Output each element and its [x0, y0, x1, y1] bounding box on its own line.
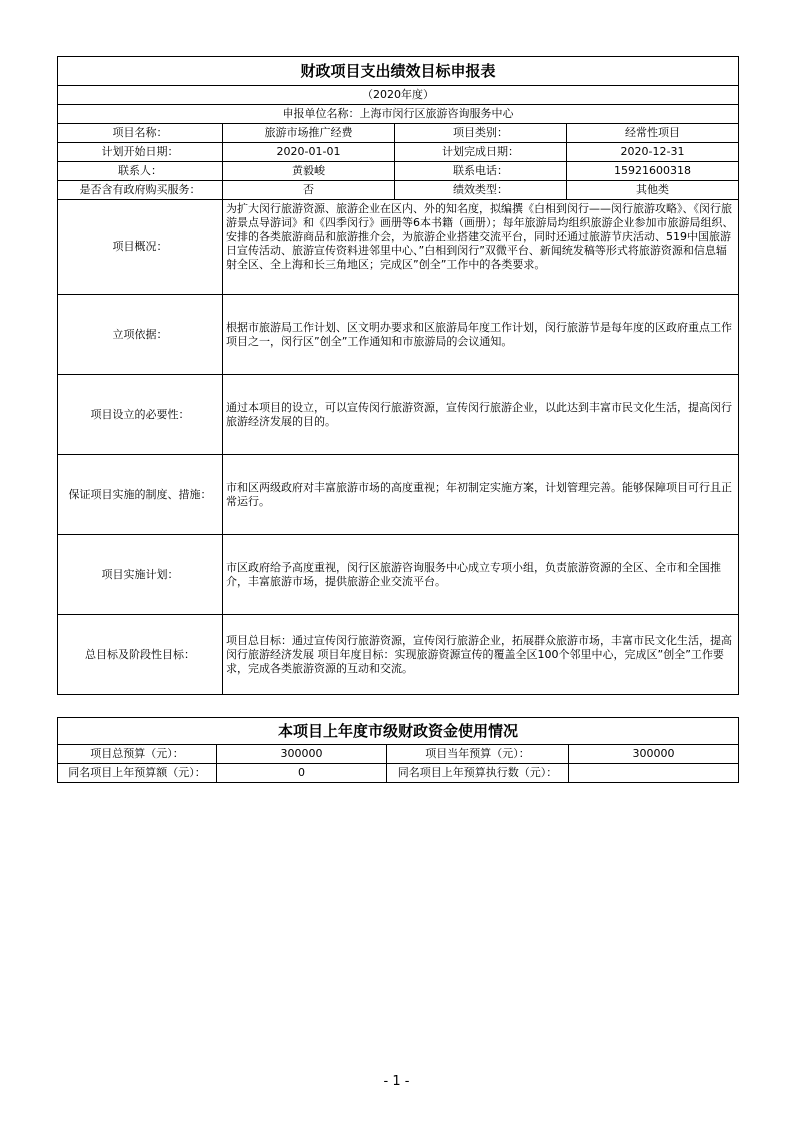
section-label: 项目概况：: [58, 200, 223, 295]
end-date-label: 计划完成日期：: [395, 143, 567, 162]
form-year: （2020年度）: [58, 86, 739, 105]
section-label: 总目标及阶段性目标：: [58, 615, 223, 695]
start-date-value: 2020-01-01: [223, 143, 395, 162]
section-label: 项目设立的必要性：: [58, 375, 223, 455]
section-text: 市和区两级政府对丰富旅游市场的高度重视；年初制定实施方案，计划管理完善。能够保障项目可行且正常运行。: [223, 455, 739, 535]
gov-purchase-label: 是否含有政府购买服务：: [58, 181, 223, 200]
form-title: 财政项目支出绩效目标申报表: [58, 57, 739, 86]
section-label: 立项依据：: [58, 295, 223, 375]
contact-value: 黄毅峻: [223, 162, 395, 181]
section-necessity: [58, 375, 739, 455]
start-date-label: 计划开始日期：: [58, 143, 223, 162]
prior-year-funds-table: [57, 717, 739, 783]
prev-exec-label: 同名项目上年预算执行数（元）：: [387, 764, 569, 783]
project-category-label: 项目类别：: [395, 124, 567, 143]
total-budget-label: 项目总预算（元）：: [58, 745, 217, 764]
section-label: 项目实施计划：: [58, 535, 223, 615]
current-budget-label: 项目当年预算（元）：: [387, 745, 569, 764]
row-contact: [58, 162, 739, 181]
project-name-value: 旅游市场推广经费: [223, 124, 395, 143]
perf-type-value: 其他类: [567, 181, 739, 200]
gov-purchase-value: 否: [223, 181, 395, 200]
project-name-label: 项目名称：: [58, 124, 223, 143]
section-text: 为扩大闵行旅游资源、旅游企业在区内、外的知名度，拟编撰《白相到闵行——闵行旅游攻略》、《闵行旅游景点导游词》和《四季闵行》画册等6本书籍（画册）；每年旅游局均组织旅游企业参加市旅游局组织、安排的各类旅游商品和旅游推介会，为旅游企业搭建交流平台，同时还通过旅游节庆活动、519中国旅游日宣传活动、旅游宣传资料进邻里中心、”白相到闵行”双微平台、新闻统发稿等形式将旅游资源和信息辐射全区、全上海和长三角地区；完成区”创全”工作中的各类要求。: [223, 200, 739, 295]
prev-exec-value: [569, 764, 739, 783]
section-text: 根据市旅游局工作计划、区文明办要求和区旅游局年度工作计划，闵行旅游节是每年度的区政府重点工作项目之一，闵行区”创全”工作通知和市旅游局的会议通知。: [223, 295, 739, 375]
section-measures: [58, 455, 739, 535]
page-number: - 1 -: [383, 1074, 410, 1089]
section-overview: [58, 200, 739, 295]
section-label: 保证项目实施的制度、措施：: [58, 455, 223, 535]
phone-label: 联系电话：: [395, 162, 567, 181]
row-project-name: [58, 124, 739, 143]
section-goals: [58, 615, 739, 695]
row-gov-purchase: [58, 181, 739, 200]
total-budget-value: 300000: [217, 745, 387, 764]
current-budget-value: 300000: [569, 745, 739, 764]
row-prev-budget: [58, 764, 739, 783]
performance-target-form: [57, 56, 739, 695]
prior-title: 本项目上年度市级财政资金使用情况: [58, 718, 739, 745]
contact-label: 联系人：: [58, 162, 223, 181]
end-date-value: 2020-12-31: [567, 143, 739, 162]
prev-budget-value: 0: [217, 764, 387, 783]
section-basis: [58, 295, 739, 375]
row-budget: [58, 745, 739, 764]
applicant-unit: 申报单位名称：上海市闵行区旅游咨询服务中心: [58, 105, 739, 124]
prev-budget-label: 同名项目上年预算额（元）：: [58, 764, 217, 783]
perf-type-label: 绩效类型：: [395, 181, 567, 200]
row-dates: [58, 143, 739, 162]
project-category-value: 经常性项目: [567, 124, 739, 143]
section-plan: [58, 535, 739, 615]
phone-value: 15921600318: [567, 162, 739, 181]
section-text: 项目总目标：通过宣传闵行旅游资源，宣传闵行旅游企业，拓展群众旅游市场，丰富市民文化生活，提高闵行旅游经济发展 项目年度目标：实现旅游资源宣传的覆盖全区100个邻里中心，完成区”创全”工作要求，完成各类旅游资源的互动和交流。: [223, 615, 739, 695]
section-text: 市区政府给予高度重视，闵行区旅游咨询服务中心成立专项小组，负责旅游资源的全区、全市和全国推介，丰富旅游市场，提供旅游企业交流平台。: [223, 535, 739, 615]
section-text: 通过本项目的设立，可以宣传闵行旅游资源，宣传闵行旅游企业，以此达到丰富市民文化生活，提高闵行旅游经济发展的目的。: [223, 375, 739, 455]
